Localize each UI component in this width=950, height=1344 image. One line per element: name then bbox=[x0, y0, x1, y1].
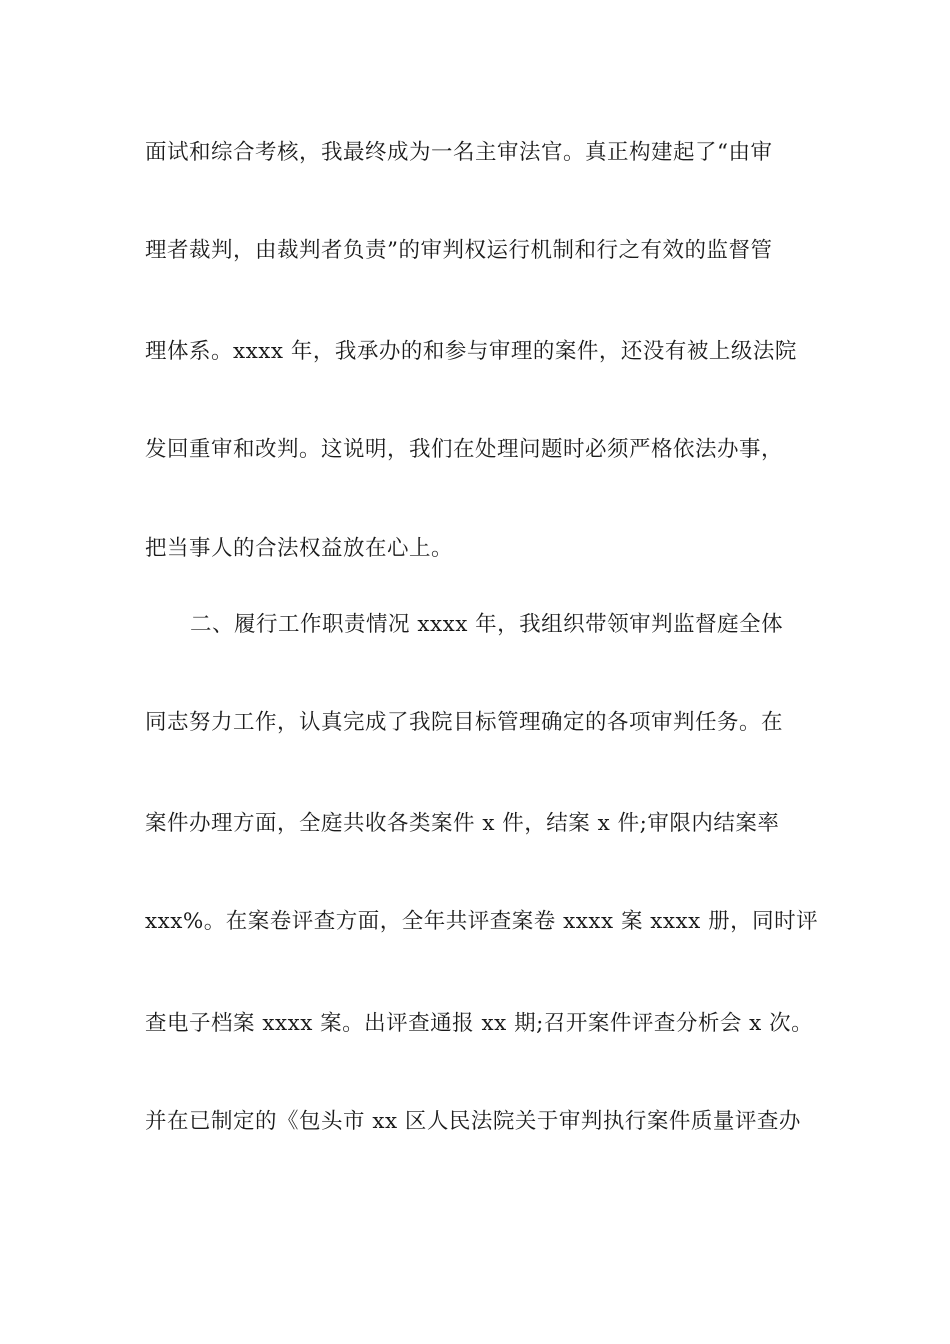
paragraph-line-11: 并在已制定的《包头市 xx 区人民法院关于审判执行案件质量评查办 bbox=[145, 1109, 801, 1134]
paragraph-line-2: 理者裁判，由裁判者负责”的审判权运行机制和行之有效的监督管 bbox=[145, 238, 773, 263]
paragraph-line-7: 同志努力工作，认真完成了我院目标管理确定的各项审判任务。在 bbox=[145, 710, 784, 735]
section-heading-line: 二、履行工作职责情况 xxxx 年，我组织带领审判监督庭全体 bbox=[190, 612, 784, 637]
paragraph-line-9: xxx%。在案卷评查方面，全年共评查案卷 xxxx 案 xxxx 册，同时评 bbox=[145, 909, 819, 934]
paragraph-line-5: 把当事人的合法权益放在心上。 bbox=[145, 536, 454, 561]
paragraph-line-8: 案件办理方面，全庭共收各类案件 x 件，结案 x 件;审限内结案率 bbox=[145, 811, 780, 836]
paragraph-line-1: 面试和综合考核，我最终成为一名主审法官。真正构建起了“由审 bbox=[145, 140, 773, 165]
paragraph-line-4: 发回重审和改判。这说明，我们在处理问题时必须严格依法办事， bbox=[145, 437, 784, 462]
paragraph-line-10: 查电子档案 xxxx 案。出评查通报 xx 期;召开案件评查分析会 x 次。 bbox=[145, 1011, 814, 1036]
paragraph-line-3: 理体系。xxxx 年，我承办的和参与审理的案件，还没有被上级法院 bbox=[145, 339, 797, 364]
